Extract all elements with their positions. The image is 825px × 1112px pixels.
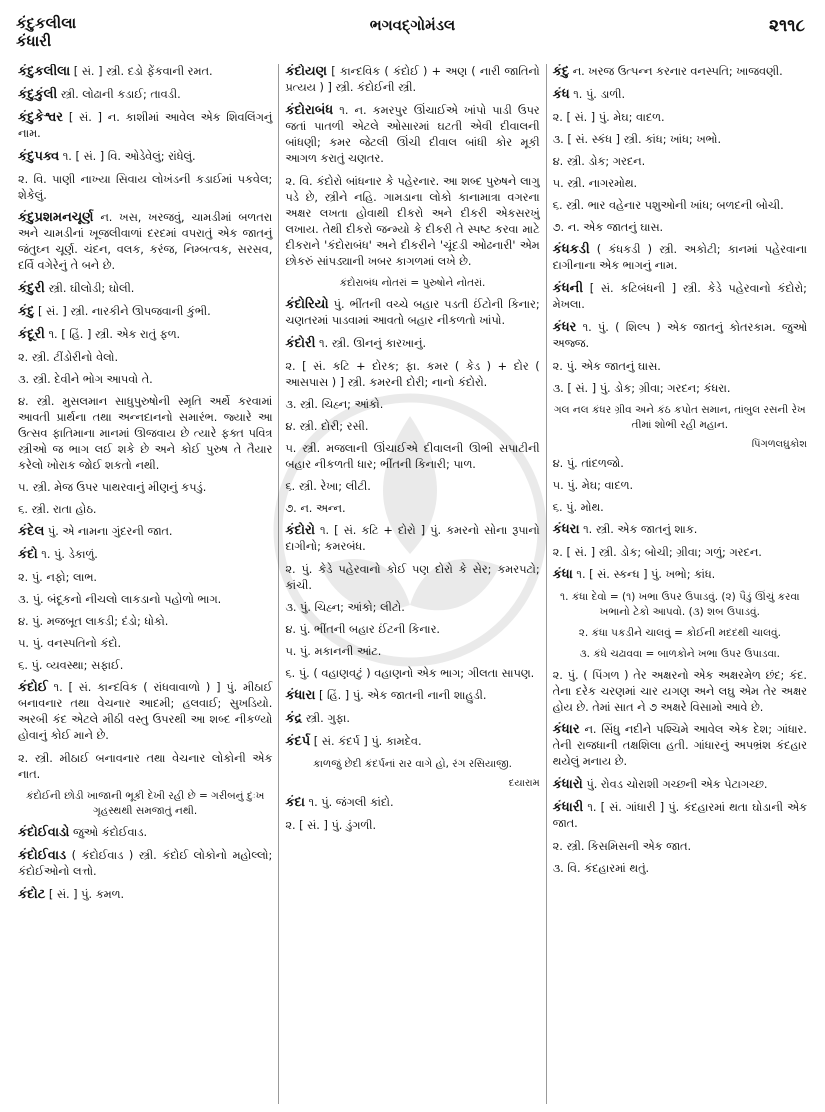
entry-sense: [285, 600, 539, 616]
definition-text: [ સં. ] ન. કાશીમાં આવેલ એક શિવલિંગનું નામ.: [18, 111, 273, 140]
headword: કંદુરી: [18, 281, 45, 296]
page-header: [12, 8, 813, 64]
definition-text: ૬. પું. મોથ.: [552, 501, 604, 514]
entry-sense: [285, 174, 539, 270]
entry-sense: [553, 176, 807, 192]
entry-sense: [285, 419, 539, 435]
dictionary-entry: [285, 523, 539, 555]
dictionary-entry: [285, 64, 539, 96]
definition-text: ન. સિંધુ નદીને પશ્ચિમે આવેલ એક દેશ; ગાંધાર. તેની રાજધાની તક્ષશિલા હતી. ગાંધારનું અપભ્રંશ કંદહાર થયેલું મનાય છે.: [552, 723, 807, 768]
definition-text: ૫. પું. વનસ્પતિનો કંદો.: [18, 637, 122, 650]
dictionary-entry: [285, 711, 539, 727]
guide-word-last: કંધારી: [16, 32, 52, 50]
entry-sense: [285, 622, 539, 638]
definition-text: ૧. પું. ડેકાળું.: [37, 548, 98, 561]
page-number: ૨૧૧૮: [769, 16, 805, 36]
dictionary-entry: [18, 524, 272, 540]
dictionary-entry: [553, 87, 807, 103]
definition-text: ૧. [ સં. કટિ + દોરો ] પું. કમરનો સોના રૂપાનો દાગીનો; કમરબંધ.: [285, 524, 540, 553]
headword: કંધકડી: [552, 242, 590, 257]
dictionary-entry: [18, 848, 272, 880]
definition-text: ૨. [ સં. ] પું. મેઘ; વાદળ.: [552, 111, 665, 124]
entry-sense: [553, 500, 807, 516]
headword: કંદોરિયો: [285, 297, 329, 312]
dictionary-entry: [18, 210, 272, 274]
definition-text: સ્ત્રી. ગુફા.: [302, 712, 351, 725]
definition-text: પું. એ નામના ગુંદરની જાત.: [44, 525, 173, 538]
definition-text: ૩. [ સં. સ્કંધ ] સ્ત્રી. કાંધ; ખાંધ; ખભો.: [552, 133, 722, 146]
entry-sense: [285, 562, 539, 594]
entry-sense: [18, 172, 272, 204]
headword: કંદો: [18, 547, 38, 562]
definition-text: ૫. સ્ત્રી. મેજ ઉપર પાથરવાનું મીણનું કપડું.: [18, 481, 207, 494]
definition-text: ૧. [ સં. સ્કન્ધ ] પું. ખભો; કાંધ.: [572, 568, 716, 581]
dictionary-entry: [18, 149, 272, 165]
usage-example: કંદોઈની છોડી ખાજાની ભૂકી દેખી રહી છે = ગરીબનું દુઃખ ગૃહસ્થથી સમજાતું નથી.: [25, 790, 265, 817]
definition-text: ન. ખરજ ઉત્પન્ન કરનાર વનસ્પતિ; ખાજવણી.: [569, 65, 783, 78]
column-2: [278, 64, 545, 1104]
dictionary-entry: [18, 680, 272, 744]
definition-text: ૨. પું. ( પિંગળ ) તેર અક્ષરનો એક અક્ષરમેળ છંદ; કંદ. તેના દરેક ચરણમાં ચાર યગણ અને લઘુ એમ તેર અક્ષર હોય છે. તેમાં સાત ને ૭ અક્ષરે વિસામો આવે છે.: [552, 669, 807, 714]
definition-text: [ સં. કંદર્પ ] પું. કામદેવ.: [310, 735, 422, 748]
headword: કંધરા: [552, 522, 580, 537]
definition-text: ૪. પું. ભીંતની બહાર ઈંટની કિનાર.: [285, 623, 441, 636]
dictionary-entry: [285, 734, 539, 750]
definition-text: ૨. સ્ત્રી. કિસમિસની એક જાત.: [552, 840, 692, 853]
definition-text: ૨. વિ. પાણી નાખ્યા સિવાય લોખંડની કડાઈમાં પકવેલ; શેકેલું.: [18, 173, 273, 202]
column-3: [546, 64, 813, 1104]
definition-text: [ કાન્દવિક ( કંદોઈ ) + અણ ( નારી જાતિનો પ્રત્યય ) ] સ્ત્રી. કંદોઈની સ્ત્રી.: [285, 65, 540, 94]
definition-text: ૫. પું. મેઘ; વાદળ.: [552, 479, 634, 492]
definition-text: ૪. સ્ત્રી. મુસલમાન સાધુપુરુષોની સ્મૃતિ અર્થે કરવામાં આવતી પ્રાર્થના તથા અન્નદાનનો સમારંભ. જ્યારે આ ઉત્સવ ફાતિમાના માનમાં ઊજવાય છે ત્યારે ફક્ત પવિત્ર સ્ત્રીઓ જ ભાગ લઈ શકે છે અને કોઈ પુરુષ તે તૈયાર કરેલો ખોરાક જોઈ શકતો નથી.: [18, 395, 273, 472]
dictionary-entry: [18, 825, 272, 841]
entry-sense: [553, 668, 807, 716]
definition-text: ૬. પું. વ્યવસ્થા; સફાઈ.: [18, 659, 124, 672]
entry-sense: [553, 456, 807, 472]
definition-text: ૨. પું. કેડે પહેરવાનો કોઈ પણ દોરો કે સેર; કમરપટો; કાંચી.: [285, 563, 540, 592]
definition-text: ૬. સ્ત્રી. ભાર વહેનાર પશુઓની ખાંધ; બળદની બોચી.: [552, 199, 784, 212]
definition-text: [ સં. ] સ્ત્રી. નારકીને ઊપજવાની કુંભી.: [34, 305, 211, 318]
headword: કંદોઈવાડો: [18, 825, 70, 840]
headword: કંદ્ર: [285, 711, 303, 726]
definition-text: [ સં. ] સ્ત્રી. દડો ફેંકવાની રમત.: [70, 65, 213, 78]
dictionary-entry: [18, 87, 272, 103]
dictionary-entry: [553, 722, 807, 770]
entry-sense: [553, 198, 807, 214]
definition-text: ન. ખસ, ખરજવું, ચામડીમાં બળતરા અને ચામડીનાં ખૂજલીવાળાં દરદમાં વપરાતું એક જાતનું જંતુઘ્ન ચૂર્ણ. ચંદન, વલક, કરંજ, નિમ્બત્વક, સરસવ, દર્વિ વગેરેનું તે બને છે.: [18, 211, 273, 272]
dictionary-entry: [553, 800, 807, 832]
definition-text: [ સં. કટિબંધની ] સ્ત્રી. કેડે પહેરવાનો કંદોરો; મેખલા.: [552, 282, 807, 311]
headword: કંદોરી: [285, 336, 316, 351]
entry-sense: [18, 636, 272, 652]
definition-text: ૧. પું. ડાળી.: [569, 88, 626, 101]
dictionary-entry: [553, 281, 807, 313]
dictionary-entry: [18, 64, 272, 80]
headword: કંદા: [285, 795, 305, 810]
entry-sense: [553, 839, 807, 855]
entry-sense: [285, 397, 539, 413]
dictionary-entry: [553, 777, 807, 793]
entry-sense: [553, 861, 807, 877]
column-1: [12, 64, 278, 1104]
usage-example: ૩. કંધે ચઢાવવા = બાળકોને ખભા ઉપર ઉપાડવા.: [579, 648, 781, 660]
dictionary-entry: [285, 103, 539, 167]
entry-sense: [18, 592, 272, 608]
usage-example: કાળજું છેદી કંદર્પનાં રાર વાગે હો, રંગ રસિયાજી.: [313, 758, 512, 770]
headword: કંદોરો: [285, 523, 315, 538]
definition-text: સ્ત્રી. લોઢાની કડાઈ; તાવડી.: [57, 88, 181, 101]
entry-sense: [553, 359, 807, 375]
definition-text: પું. ભીંતની વચ્ચે બહાર પડતી ઈંટોની કિનાર; ચણતરમાં પાડવામાં આવતો બહાર નીકળતો ખાંપો.: [285, 298, 540, 327]
entry-sense: [18, 502, 272, 518]
definition-text: ૨. પું. એક જાતનું ઘાસ.: [552, 360, 661, 373]
dictionary-entry: [553, 522, 807, 538]
definition-text: ૧. [ સં. ] વિ. ઓડેવેલું; રાંધેલું.: [59, 150, 196, 163]
dictionary-entry: [285, 688, 539, 704]
definition-text: ૧. સ્ત્રી. ઊનનું કારખાનું.: [315, 337, 427, 350]
headword: કંદર્પ: [285, 734, 311, 749]
definition-text: ૬. સ્ત્રી. રાતા હોઠ.: [18, 503, 97, 516]
headword: કંદેલ: [18, 524, 45, 539]
headword: કંધારો: [552, 777, 583, 792]
entry-sense: [18, 372, 272, 388]
definition-text: ૬. પું. ( વહાણવટું ) વહાણનો એક ભાગ; ગીલતા સાપણ.: [285, 667, 535, 680]
dictionary-entry: [553, 242, 807, 274]
usage-example: ૨. કંધા પકડીને ચાલવું = કોઈની મદદથી ચાલવું.: [578, 627, 781, 639]
headword: કંધાર: [552, 722, 580, 737]
definition-text: ૨. [ સં. કટિ + દોરક; ફા. કમર ( કેડ ) + દોર ( આસપાસ ) ] સ્ત્રી. કમરની દોરી; નાનો કંદોરો.: [285, 360, 540, 389]
dictionary-entry: [553, 320, 807, 352]
dictionary-entry: [18, 547, 272, 563]
definition-text: ૨. વિ. કંદોરો બાંધનાર કે પહેરનાર. આ શબ્દ પુરુષને લાગુ પડે છે, સ્ત્રીને નહિ. ગામડાના લોકો કાનામાત્રા વગરના અક્ષર લખતા હોવાથી દીકરો અને દીકરી એકસરખું લખાય. તેથી દીકરો જન્મ્યો કે દીકરી તે સ્પષ્ટ કરવા માટે દીકરાને 'કંદોરાબંધ' અને દીકરીને 'ચૂંદડી ઓઢનારી' એમ છોકરું સાંપડ્યાની ખબર કાગળમાં લખે છે.: [285, 175, 540, 268]
definition-text: સ્ત્રી. ઘીલોડી; ઘોલી.: [44, 282, 135, 295]
dictionary-entry: [285, 297, 539, 329]
definition-text: ૪. સ્ત્રી. દોરી; રસી.: [285, 420, 369, 433]
dictionary-entry: [18, 304, 272, 320]
definition-text: ૩. વિ. કંદહારમાં થતું.: [552, 862, 650, 875]
dictionary-entry: [553, 64, 807, 80]
headword: કંધ: [552, 87, 570, 102]
dictionary-entry: [18, 281, 272, 297]
headword: કંધા: [552, 567, 573, 582]
dictionary-entry: [285, 795, 539, 811]
definition-text: ૨. સ્ત્રી. ટીંડોરીનો વેલો.: [18, 351, 119, 364]
definition-text: ૨. પું. નફો; લાભ.: [18, 571, 97, 584]
headword: કંદુકેશ્વર: [18, 110, 64, 125]
entry-sense: [18, 480, 272, 496]
definition-text: ૩. સ્ત્રી. દેવીને ભોગ આપવો તે.: [18, 373, 153, 386]
guide-word-first: કંદુકલીલા: [16, 14, 77, 32]
definition-text: ૧. [ સં. કાન્દવિક ( રાંધવાવાળો ) ] પું. મીઠાઈ બનાવનાર તથા વેચનાર આદમી; હલવાઈ; સુખડિયો. અરબી કંદ એટલે મીઠી વસ્તુ ઉપરથી આ શબ્દ નીકળ્યો હોવાનું કોઈ માને છે.: [18, 681, 273, 742]
columns: [12, 64, 813, 1104]
entry-sense: [285, 501, 539, 517]
entry-sense: [18, 394, 272, 474]
entry-sense: [285, 644, 539, 660]
headword: કંદોઈવાડ: [18, 848, 67, 863]
definition-text: ૩. પું. બંદૂકનો નીચલો લાકડાનો પહોળો ભાગ.: [18, 593, 222, 606]
definition-text: ૩. [ સં. ] પું. ડોક; ગ્રીવા; ગરદન; કંધરા.: [552, 382, 731, 395]
headword: કંદુપ્રશમનચૂર્ણ: [18, 210, 94, 225]
book-title: ભગવદ્ગોમંડલ: [369, 16, 456, 34]
entry-sense: [285, 441, 539, 473]
definition-text: ( કંધકડી ) સ્ત્રી. અકોટી; કાનમાં પહેરવાના દાગીનાના એક ભાગનું નામ.: [552, 243, 807, 272]
usage-example: ૧. કંધા દેવો = (૧) ખભા ઉપર ઉપાડવું. (૨) પૈડું ઊંચું કરવા ખભાનો ટેકો આપવો. (૩) શબ ઉપાડવું.: [560, 591, 800, 618]
definition-text: પું. રોવડ ચોરાશી ગચ્છની એક પેટાગચ્છ.: [582, 778, 768, 791]
definition-text: ૪. પું. મજબૂત લાકડી; દંડો; ધોકો.: [18, 615, 169, 628]
definition-text: ૧. [ સં. ગાંધારી ] પું. કંદહારમાં થતા ઘોડાની એક જાત.: [552, 801, 807, 830]
headword: કંધારી: [552, 800, 584, 815]
definition-text: [ હિં. ] પું. એક જાતની નાની શાહુડી.: [315, 689, 487, 702]
definition-text: ૬. સ્ત્રી. રેખા; લીટી.: [285, 480, 371, 493]
definition-text: ૧. સ્ત્રી. એક જાતનું શાક.: [579, 523, 698, 536]
entry-sense: [553, 154, 807, 170]
dictionary-entry: [285, 336, 539, 352]
headword: કંદુપક્વ: [18, 149, 60, 164]
usage-example: કંદોરાબંધ નોતરાં = પુરુષોને નોતરાં.: [339, 277, 486, 289]
definition-text: ૩. સ્ત્રી. ચિહ્ન; આંકો.: [285, 398, 384, 411]
quote-source: દયારામ: [508, 778, 540, 789]
headword: કંદુ: [18, 304, 35, 319]
entry-sense: [553, 478, 807, 494]
dictionary-entry: [18, 887, 272, 903]
definition-text: ૫. સ્ત્રી. મજલાની ઊંચાઈએ દીવાલની ઊભી સપાટીની બહાર નીકળતી ધાર; ભીંતની કિનારી; પાળ.: [285, 442, 540, 471]
headword: કંદુ: [552, 64, 570, 79]
definition-text: ૧. પું. જંગલી કાંદો.: [304, 796, 394, 809]
dictionary-entry: [553, 567, 807, 583]
definition-text: ૧. પું. ( શિલ્પ ) એક જાતનું કોતરકામ. જુઓ અજ્જ.: [552, 321, 807, 350]
definition-text: ૪. પું. તાંદળજો.: [552, 457, 624, 470]
entry-sense: [285, 479, 539, 495]
entry-sense: [553, 132, 807, 148]
entry-sense: [18, 614, 272, 630]
dictionary-entry: [18, 110, 272, 142]
dictionary-entry: [18, 327, 272, 343]
entry-sense: [553, 381, 807, 397]
definition-text: ૩. પું. ચિહ્ન; આંકો; લીટો.: [285, 601, 405, 614]
headword: કંદોઈ: [18, 680, 48, 695]
definition-text: ( કંદોઈવાડ ) સ્ત્રી. કંદોઈ લોકોનો મહોલ્લો; કંદોઈઓનો લત્તો.: [18, 849, 273, 878]
entry-sense: [18, 658, 272, 674]
headword: કંદોરાબંધ: [285, 103, 334, 118]
quote-source: પિંગળલઘુકોશ: [751, 439, 807, 450]
entry-sense: [18, 751, 272, 783]
headword: કંદોયણ: [285, 64, 328, 79]
headword: કંદુકુંલી: [18, 87, 58, 102]
definition-text: [ સં. ] પું. કમળ.: [45, 888, 125, 901]
headword: કંદૂરી: [18, 327, 45, 342]
entry-sense: [18, 350, 272, 366]
definition-text: ૧. ન. કમરપુર ઊંચાઈએ ખાંપો પાડી ઉપર જતાં પાતળી એટલે ઓસારમાં ઘટતી એવી દીવાલની બાંધણી; કમર જેટલી ઊંચી દીવાલ બાંધી કોર મૂકી આગળ કરાતું ચણતર.: [285, 104, 540, 165]
entry-sense: [285, 359, 539, 391]
definition-text: ૪. સ્ત્રી. ડોક; ગરદન.: [552, 155, 646, 168]
definition-text: ૨. [ સં. ] પું. ડુંગળી.: [285, 819, 377, 832]
definition-text: જુઓ કંદોઈવાડ.: [69, 826, 148, 839]
definition-text: ૨. [ સં. ] સ્ત્રી. ડોક; બોચી; ગ્રીવા; ગળું; ગરદન.: [552, 546, 762, 559]
entry-sense: [553, 110, 807, 126]
entry-sense: [18, 570, 272, 586]
definition-text: ૨. સ્ત્રી. મીઠાઈ બનાવનાર તથા વેચનાર લોકોની એક નાત.: [18, 752, 273, 781]
definition-text: ૫. સ્ત્રી. નાગરમોથ.: [552, 177, 638, 190]
entry-sense: [285, 666, 539, 682]
definition-text: ૭. ન. અન્ન.: [285, 502, 346, 515]
headword: કંધર: [552, 320, 577, 335]
usage-example: ગલ નલ કંધર ગ્રીવ અને કંઠ કપોત સમાન, તાંબુલ રસની રેખ તીમાં શોભી રહી મહાન.: [553, 404, 806, 431]
entry-sense: [553, 545, 807, 561]
headword: કંધની: [552, 281, 584, 296]
definition-text: ૭. ન. એક જાતનું ઘાસ.: [552, 221, 664, 234]
headword: કંધારા: [285, 688, 316, 703]
entry-sense: [553, 220, 807, 236]
entry-sense: [285, 818, 539, 834]
definition-text: ૧. [ હિં. ] સ્ત્રી. એક રાતું ફળ.: [44, 328, 181, 341]
headword: કંદુકલીલા: [18, 64, 71, 79]
definition-text: ૫. પું. મકાનની આંટ.: [285, 645, 382, 658]
headword: કંદોટ: [18, 887, 46, 902]
